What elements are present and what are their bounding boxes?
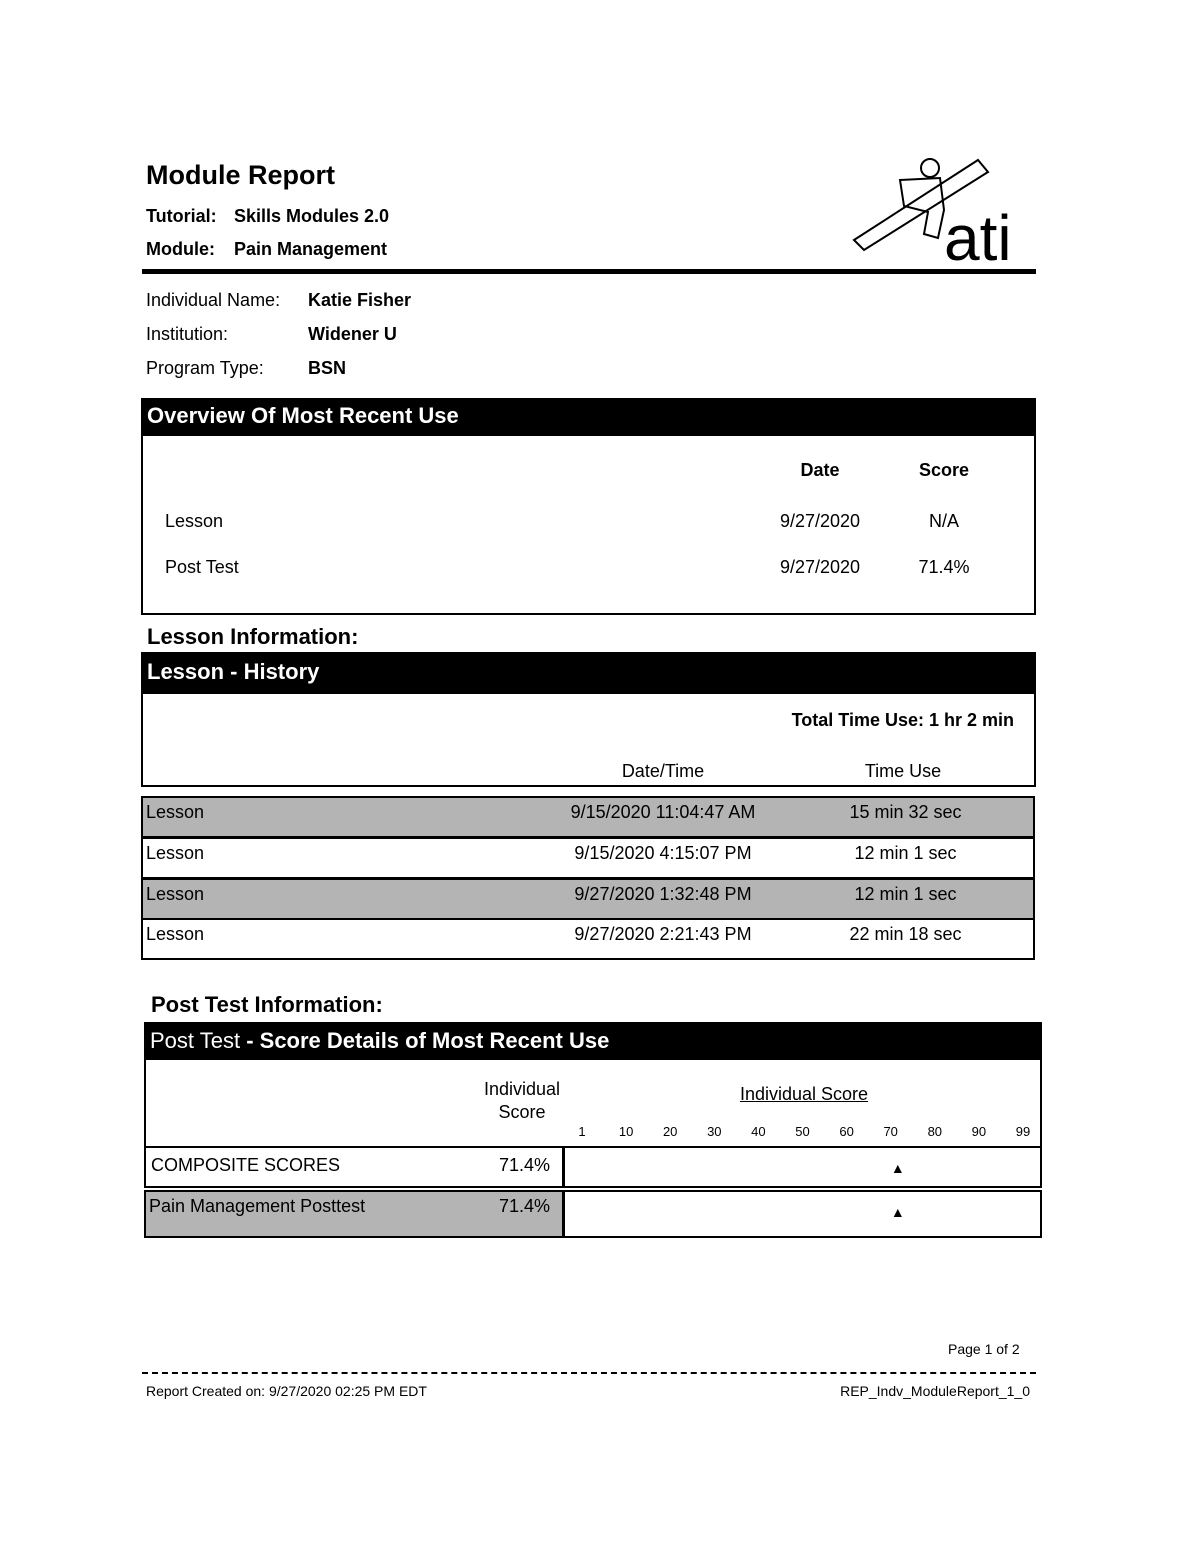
overview-col-date: Date [800,460,840,480]
table-row [141,918,1035,960]
lesson-history-box [141,692,1036,787]
overview-row-date: 9/27/2020 [779,511,861,531]
program-type-label: Program Type: [146,358,264,378]
lesson-row-datetime: 9/27/2020 2:21:43 PM [574,924,752,944]
score-bar-area [562,1148,1043,1186]
scale-tick: 1 [578,1124,586,1139]
lesson-col-timeuse: Time Use [864,761,942,781]
lesson-row-name: Lesson [146,924,205,944]
score-marker: ▲ [890,1160,905,1176]
posttest-header [144,1022,1042,1060]
lesson-row-datetime: 9/15/2020 4:15:07 PM [574,843,752,863]
table-row [144,1190,1042,1238]
scale-tick: 90 [971,1124,987,1139]
tutorial-value: Skills Modules 2.0 [234,206,390,226]
scale-tick: 20 [662,1124,678,1139]
lesson-row-name: Lesson [146,884,205,904]
posttest-header-bold: - Score Details of Most Recent Use [240,1028,610,1053]
score-row-value: 71.4% [498,1155,550,1175]
footer-divider [142,1372,1036,1374]
overview-box [141,434,1036,615]
page-title: Module Report [146,160,335,190]
overview-row-name: Lesson [165,511,224,531]
overview-row-name: Post Test [165,557,239,577]
score-row-value: 71.4% [498,1196,550,1216]
lesson-row-time: 12 min 1 sec [854,884,957,904]
lesson-history-header: Lesson - History [141,652,1036,692]
program-type-value: BSN [308,358,347,378]
scale-tick: 50 [795,1124,810,1139]
scale-tick: 40 [751,1124,766,1139]
scale-tick: 99 [1015,1124,1031,1139]
overview-row-score: 71.4% [918,557,970,577]
scale-tick: 10 [618,1124,634,1139]
table-row [144,1146,1042,1188]
institution-value: Widener U [308,324,397,344]
lesson-row-datetime: 9/27/2020 1:32:48 PM [574,884,752,904]
posttest-col-individual-1: Individual [483,1079,561,1099]
scale-tick: 30 [707,1124,722,1139]
posttest-info-title: Post Test Information: [151,992,383,1017]
header-rule [142,269,1036,274]
table-row [141,837,1035,879]
logo-head-icon [921,159,939,177]
scale-tick: 80 [927,1124,943,1139]
lesson-row-time: 12 min 1 sec [854,843,957,863]
overview-row-score: N/A [928,511,959,531]
individual-name-label: Individual Name: [146,290,281,310]
institution-label: Institution: [146,324,229,344]
lesson-col-datetime: Date/Time [621,761,705,781]
lesson-row-time: 22 min 18 sec [849,924,962,944]
scale-tick: 60 [839,1124,854,1139]
score-marker: ▲ [890,1204,905,1220]
individual-name-line [146,290,411,311]
lesson-row-name: Lesson [146,843,205,863]
module-line [146,239,387,260]
lesson-info-title: Lesson Information: [147,624,359,649]
tutorial-label: Tutorial: [146,206,217,226]
overview-header: Overview Of Most Recent Use [141,398,1036,434]
module-value: Pain Management [234,239,388,259]
table-row [141,878,1035,920]
module-label: Module: [146,239,215,259]
lesson-row-time: 15 min 32 sec [849,802,962,822]
posttest-col-individual-2: Score [498,1102,546,1122]
page-number: Page 1 of 2 [948,1341,1020,1357]
overview-row-date: 9/27/2020 [779,557,861,577]
posttest-header-plain: Post Test [150,1028,241,1053]
ati-logo [848,150,1040,268]
tutorial-line [146,206,389,227]
logo-text: ati [944,202,1012,268]
total-time-use: Total Time Use: 1 hr 2 min [791,710,1014,730]
report-id: REP_Indv_ModuleReport_1_0 [840,1383,1030,1399]
score-bar-area [562,1192,1043,1236]
overview-col-score: Score [918,460,970,480]
lesson-row-name: Lesson [146,802,205,822]
report-created: Report Created on: 9/27/2020 02:25 PM EDT [146,1383,427,1399]
program-type-line [146,358,346,379]
lesson-row-datetime: 9/15/2020 11:04:47 AM [570,802,756,822]
score-row-name: Pain Management Posttest [149,1196,366,1216]
institution-line [146,324,397,345]
scale-tick: 70 [883,1124,898,1139]
table-row [141,796,1035,838]
individual-name-value: Katie Fisher [308,290,412,310]
scale-title: Individual Score [739,1084,869,1104]
score-row-name: COMPOSITE SCORES [151,1155,341,1175]
